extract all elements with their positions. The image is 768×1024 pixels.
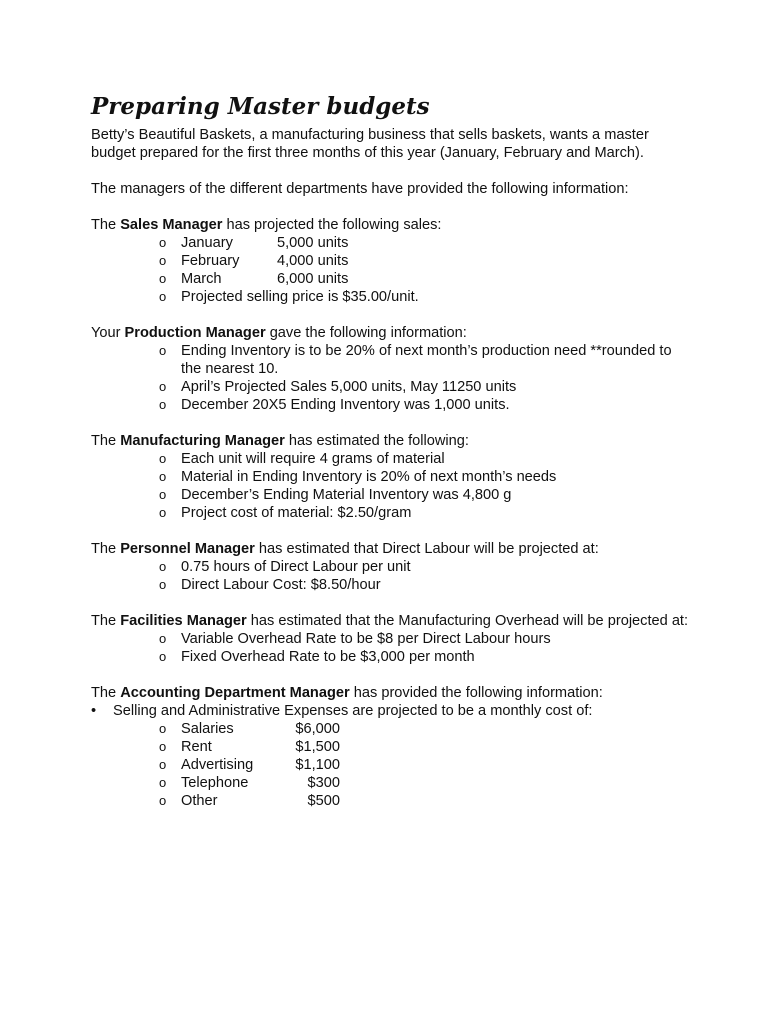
facilities-list [91,630,691,666]
accounting-bullet-list [91,702,691,720]
list-item: o January 5,000 units [159,235,349,251]
manufacturing-intro: The Manufacturing Manager has estimated the following: [91,433,469,449]
personnel-intro: The Personnel Manager has estimated that Direct Labour will be projected at: [91,541,599,557]
production-intro: Your Production Manager gave the following information: [91,325,467,341]
production-role: Production Manager [124,325,266,341]
list-item: o 0.75 hours of Direct Labour per unit [159,559,411,575]
personnel-role: Personnel Manager [120,541,255,557]
sales-intro: The Sales Manager has projected the following sales: [91,217,442,233]
expenses-list [91,720,691,810]
list-item: o April’s Projected Sales 5,000 units, May 11250 units [159,379,517,395]
list-item: • Selling and Administrative Expenses are projected to be a monthly cost of: [91,703,593,719]
list-item: o Salaries $6,000 [159,721,340,737]
list-item: o December’s Ending Material Inventory was 4,800 g [159,487,512,503]
list-item: o Projected selling price is $35.00/unit. [159,289,419,305]
list-item: o Rent $1,500 [159,739,340,755]
managers-intro: The managers of the different departments have provided the following information: [91,181,629,197]
manufacturing-list [91,450,691,522]
list-item: o Direct Labour Cost: $8.50/hour [159,577,381,593]
document-body [91,92,691,810]
sales-list [91,234,691,306]
sales-role: Sales Manager [120,217,223,233]
list-item: o Other $500 [159,793,340,809]
facilities-intro: The Facilities Manager has estimated that the Manufacturing Overhead will be projected at: [91,613,689,629]
facilities-role: Facilities Manager [120,613,247,629]
list-item: o Each unit will require 4 grams of material [159,451,445,467]
list-item: o Ending Inventory is to be 20% of next month’s production need **rounded to the nearest 10. [159,343,672,377]
accounting-intro: The Accounting Department Manager has provided the following information: [91,685,603,701]
page-title: Preparing Master budgets [91,93,430,120]
list-item: o Fixed Overhead Rate to be $3,000 per month [159,649,475,665]
accounting-role: Accounting Department Manager [120,685,350,701]
production-list [91,342,691,414]
list-item: o Advertising $1,100 [159,757,340,773]
intro-paragraph: Betty’s Beautiful Baskets, a manufacturing business that sells baskets, wants a master budget prepared for the first three months of this year (January, February and March). [91,127,649,161]
list-item: o Telephone $300 [159,775,340,791]
manufacturing-role: Manufacturing Manager [120,433,285,449]
list-item: o Material in Ending Inventory is 20% of next month’s needs [159,469,557,485]
personnel-list [91,558,691,594]
list-item: o March 6,000 units [159,271,349,287]
list-item: o February 4,000 units [159,253,349,269]
list-item: o Variable Overhead Rate to be $8 per Direct Labour hours [159,631,551,647]
list-item: o December 20X5 Ending Inventory was 1,000 units. [159,397,510,413]
list-item: o Project cost of material: $2.50/gram [159,505,412,521]
